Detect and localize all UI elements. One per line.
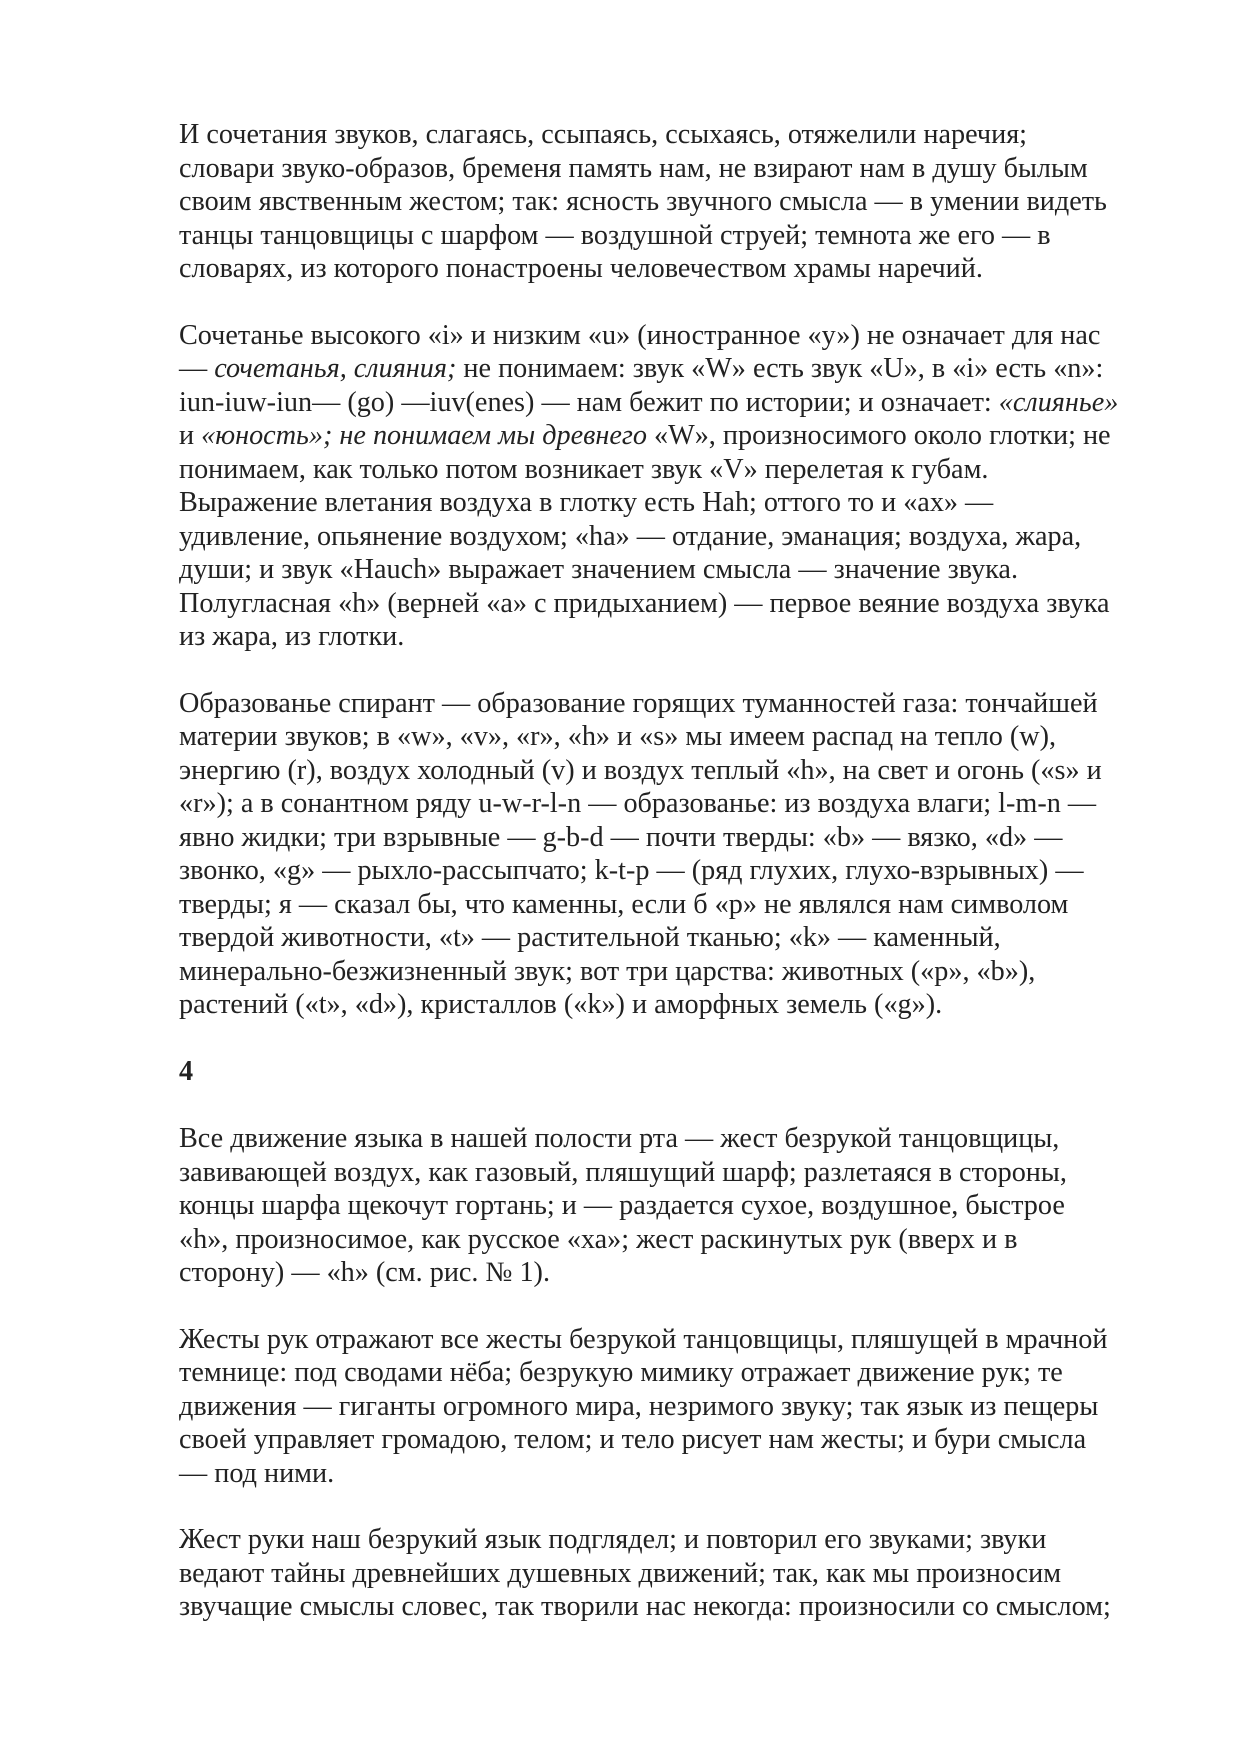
text-line: И сочетания звуков, слагаясь, ссыпаясь, ссыхаясь, отяжелили наречия; xyxy=(179,119,1027,150)
text-line: Жест руки наш безрукий язык подглядел; и повторил его звуками; звуки xyxy=(179,1524,1047,1555)
text-line: «r»); а в сонантном ряду u-w-r-l-n — образованье: из воздуха влаги; l-m-n — xyxy=(179,788,1097,819)
text-run: «W», произносимого около глотки; не xyxy=(646,420,1111,451)
text-line: звонко, «g» — рыхло-рассыпчато; k-t-p — (ряд глухих, глухо-взрывных) — xyxy=(179,855,1084,886)
text-run: iun-iuw-iun— (go) —iuv(enes) — нам бежит по истории; и означает: xyxy=(179,386,999,418)
text-line xyxy=(179,352,1149,386)
text-line: Выражение влетания воздуха в глотку есть Hah; оттого то и «ах» — xyxy=(179,487,994,518)
text-line: твердой животности, «t» — растительной тканью; «k» — каменный, xyxy=(179,922,1001,953)
text-line: словари звуко-образов, бременя память нам, не взирают нам в душу былым xyxy=(179,152,1088,184)
text-line: Сочетанье высокого «i» и низким «u» (иностранное «у») не означает для нас xyxy=(179,319,1101,351)
text-run: не понимаем: звук «W» есть звук «U», в «i» есть «n»: xyxy=(456,353,1104,384)
text-line: Образованье спирант — образование горящих туманностей газа: тончайшей xyxy=(179,687,1098,719)
text-line: Жесты рук отражают все жесты безрукой танцовщицы, пляшущей в мрачной xyxy=(179,1323,1108,1355)
text-line: понимаем, как только потом возникает звук «V» перелетая к губам. xyxy=(179,453,989,485)
text-line: сторону) — «h» (см. рис. № 1). xyxy=(179,1257,550,1288)
text-line: растений («t», «d»), кристаллов («k») и аморфных земель («g»). xyxy=(179,989,943,1020)
italic-run: «юность»; не понимаем мы древнего xyxy=(201,420,647,451)
text-line: удивление, опьянение воздухом; «ha» — отдание, эманация; воздуха, жара, xyxy=(179,520,1082,552)
text-line: «h», произносимое, как русское «ха»; жест раскинутых рук (вверх и в xyxy=(179,1223,1018,1255)
text-line: из жара, из глотки. xyxy=(179,621,405,652)
text-line: движения — гиганты огромного мира, незримого звуку; так язык из пещеры xyxy=(179,1390,1099,1422)
text-line: материи звуков; в «w», «v», «r», «h» и «s» мы имеем распад на тепло (w), xyxy=(179,721,1057,752)
paragraph xyxy=(179,1523,1149,1624)
paragraph xyxy=(179,118,1149,286)
text-line: звучащие смыслы словес, так творили нас некогда: произносили со смыслом; xyxy=(179,1591,1111,1622)
text-line: ведают тайны древнейших душевных движений; так, как мы произносим xyxy=(179,1557,1062,1589)
text-line: своей управляет громадою, телом; и тело рисует нам жесты; и бури смысла xyxy=(179,1424,1087,1455)
text-line: тверды; я — сказал бы, что каменны, если б «р» не являлся нам символом xyxy=(179,888,1069,920)
text-line xyxy=(179,386,1149,420)
text-line: явно жидки; три взрывные — g-b-d — почти тверды: «b» — вязко, «d» — xyxy=(179,821,1063,853)
italic-run: «слиянье» xyxy=(998,386,1119,418)
text-line: Полугласная «h» (верней «а» с придыханием) — первое веяние воздуха звука xyxy=(179,587,1110,619)
text-run: и xyxy=(179,420,202,451)
text-run: — xyxy=(179,353,215,384)
paragraph xyxy=(179,687,1149,1022)
text-line: Все движение языка в нашей полости рта — жест безрукой танцовщицы, xyxy=(179,1123,1060,1154)
paragraph xyxy=(179,319,1149,654)
section-heading: 4 xyxy=(179,1055,194,1087)
text-line: своим явственным жестом; так: ясность звучного смысла — в умении видеть xyxy=(179,186,1107,217)
text-line: концы шарфа щекочут гортань; и — раздается сухое, воздушное, быстрое xyxy=(179,1190,1065,1221)
text-line: завивающей воздух, как газовый, пляшущий шарф; разлетаяся в стороны, xyxy=(179,1156,1067,1188)
text-line: души; и звук «Hauch» выражает значением смысла — значение звука. xyxy=(179,554,1018,585)
text-line xyxy=(179,419,1149,453)
text-line: — под ними. xyxy=(179,1457,335,1489)
text-line: темнице: под сводами нёба; безрукую мимику отражает движение рук; те xyxy=(179,1357,1063,1388)
text-line: словарях, из которого понастроены человечеством храмы наречий. xyxy=(179,253,983,284)
italic-run: сочетанья, слияния; xyxy=(214,353,457,384)
text-line: энергию (r), воздух холодный (v) и воздух теплый «h», на свет и огонь («s» и xyxy=(179,754,1102,786)
text-line: минерально-безжизненный звук; вот три царства: животных («р», «b»), xyxy=(179,955,1036,987)
text-line: танцы танцовщицы с шарфом — воздушной струей; темнота же его — в xyxy=(179,219,1051,251)
document-page xyxy=(179,118,1149,1657)
paragraph xyxy=(179,1122,1149,1290)
paragraph xyxy=(179,1323,1149,1491)
